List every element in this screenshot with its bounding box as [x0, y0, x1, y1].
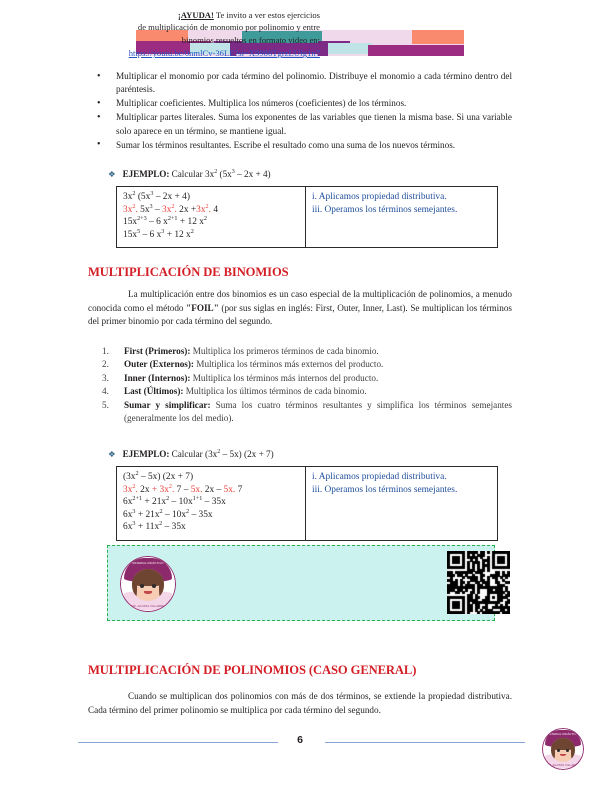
list-item-text: Suma los cuatro términos resultantes y simplifica los términos semejantes (generalmente los del medio). — [124, 399, 513, 424]
footer-rule-left — [78, 742, 278, 743]
table-row: i. Aplicamos propiedad distributiva. — [312, 472, 447, 482]
list-item — [100, 345, 512, 358]
diamond-bullet-icon: ❖ — [108, 449, 116, 459]
table-row: $15x^5 - 6$ $x^3 + 12$ $x^2$ — [123, 227, 194, 240]
list-item-label: Outer (Externos): — [124, 359, 194, 370]
list-item — [100, 399, 512, 426]
list-item-label: Last (Últimos): — [124, 386, 184, 397]
list-item: • Sumar los términos resultantes. Escribe el resultado como una suma de los nuevos términos. — [88, 139, 512, 152]
help-line-3: binomios resueltos en formato video en: — [181, 34, 320, 45]
example1-table — [116, 186, 498, 248]
page-number: 6 — [297, 734, 303, 746]
example2-table — [116, 466, 498, 541]
table-row: iii. Operamos los términos semejantes. — [312, 204, 458, 215]
badge-caption-bottom: PROF. AGUSTA VILLARREAL — [543, 763, 583, 767]
avatar-badge-footer — [542, 728, 584, 770]
list-item-number: 5. — [102, 399, 109, 410]
example1-steps-column — [117, 187, 306, 247]
list-item-number: 3. — [102, 372, 109, 383]
table-row: $15x^{2+3} - 6$ $x^{2+1} + 12$ $x^2$ — [123, 215, 208, 228]
example1-label: EJEMPLO: — [122, 169, 170, 179]
example1-prompt: Calcular $3x^2$ $(5x^3 - 2x + 4)$ — [171, 168, 271, 179]
section-heading-caso-general: MULTIPLICACIÓN DE POLINOMIOS (CASO GENERAL) — [88, 663, 417, 677]
list-item-label: Sumar y simplificar: — [124, 399, 211, 410]
paragraph-part-pre: La multiplicación entre dos binomios es un caso especial de la multiplicación de polinomios, a menudo conocida como el método — [88, 289, 512, 313]
list-item-text: Multiplica los primeros términos de cada binomio. — [190, 346, 379, 356]
section-heading-binomios: MULTIPLICACIÓN DE BINOMIOS — [88, 265, 289, 279]
help-line-2: de multiplicación de monomio por polinomio y entre — [137, 22, 320, 33]
example2-prompt: Calcular $(3x^2 - 5x) (2x + 7)$ — [171, 448, 274, 459]
list-item-text: Multiplica los términos más internos del producto. — [190, 372, 379, 383]
help-callout-text — [72, 9, 320, 60]
table-row: $3x^2$. $5x^3 - 3x^2$. $2x +3x^2$. 4 — [123, 202, 219, 215]
table-row: $6x^3 + 11x^2 - 35x$ — [123, 520, 186, 533]
header-block-salmon-right — [412, 30, 464, 44]
list-item — [100, 358, 512, 371]
example2-steps-column — [117, 467, 306, 540]
list-item-number: 1. — [102, 346, 109, 356]
badge-ring — [120, 556, 176, 612]
example1-caption — [108, 168, 271, 181]
footer-rule-right — [325, 742, 525, 743]
table-row: $3x^2$ $(5x^3 - 2x + 4)$ — [123, 189, 190, 202]
avatar-badge-callout — [120, 556, 176, 612]
badge-caption-bottom: PROF. AGUSTA VILLARREAL — [128, 604, 168, 608]
list-item-text: Multiplica los últimos términos de cada binomio. — [183, 386, 367, 397]
youtube-video-link[interactable]: https://youtu.be/0nmlCv-36LE?si=X9986TgrzLUfg1n7 — [128, 48, 320, 59]
list-item-label: Inner (Internos): — [124, 372, 191, 383]
list-item-text: Multiplica los términos más externos del producto. — [194, 359, 384, 370]
intro-bullet-list — [88, 70, 512, 152]
table-row: $(3x^2 - 5x) (2x + 7)$ — [123, 469, 194, 482]
list-item-label: First (Primeros): — [124, 346, 191, 356]
table-row: $3x^2$. $2x + 3x^2$. 7 – 5x. 2x – 5x. 7 — [123, 482, 243, 495]
header-block-lightblue-2 — [328, 43, 372, 54]
list-item-number: 2. — [102, 359, 109, 370]
section-binomios-paragraph — [88, 288, 512, 329]
help-line-1: Te invito a ver estos ejercicios — [213, 10, 320, 20]
example2-caption — [108, 448, 274, 461]
qr-code-image[interactable] — [447, 551, 510, 614]
list-item — [100, 372, 512, 385]
list-item: • Multiplicar partes literales. Suma los exponentes de las variables que tienen la misma base. Si una variable solo aparece en un término, se mantiene igual. — [88, 111, 512, 138]
header-block-magenta-right — [368, 45, 464, 56]
example1-notes-column — [306, 187, 497, 247]
example2-notes-column — [306, 467, 497, 540]
diamond-bullet-icon: ❖ — [108, 169, 116, 179]
badge-caption-top: MATERIAL DIDÁCTICO — [132, 562, 164, 566]
list-item: • Multiplicar el monomio por cada término del polinomio. Distribuye el monomio a cada término dentro del paréntesis. — [88, 70, 512, 97]
ayuda-label: ¡AYUDA! — [177, 10, 214, 20]
table-row: $6x^3 + 21x^2 - 10x^2 - 35x$ — [123, 507, 213, 520]
table-row: i. Aplicamos propiedad distributiva. — [312, 192, 447, 202]
table-row: $6x^{2+1} + 21x^2 - 10x^{1+1} - 35x$ — [123, 495, 226, 508]
list-item — [100, 385, 512, 398]
list-item: • Multiplicar coeficientes. Multiplica los números (coeficientes) de los términos. — [88, 97, 512, 110]
badge-caption-top: MATERIAL DIDÁCTICO — [547, 732, 579, 736]
list-item-number: 4. — [102, 386, 109, 397]
paragraph-foil-term: "FOIL" — [186, 302, 219, 313]
example2-label: EJEMPLO: — [122, 449, 170, 459]
section-general-paragraph: Cuando se multiplican dos polinomios con más de dos términos, se extiende la propiedad distributiva. Cada término del primer polinomio se multiplica por cada término del segundo. — [88, 691, 512, 715]
paragraph-part-post: (por sus siglas en inglés: First, Outer, Inner, Last). Se multiplican los términos del primer binomio por cada término del segundo. — [88, 302, 512, 327]
table-row: iii. Operamos los términos semejantes. — [312, 484, 458, 495]
badge-ring — [542, 728, 584, 770]
foil-steps-list — [100, 345, 512, 425]
